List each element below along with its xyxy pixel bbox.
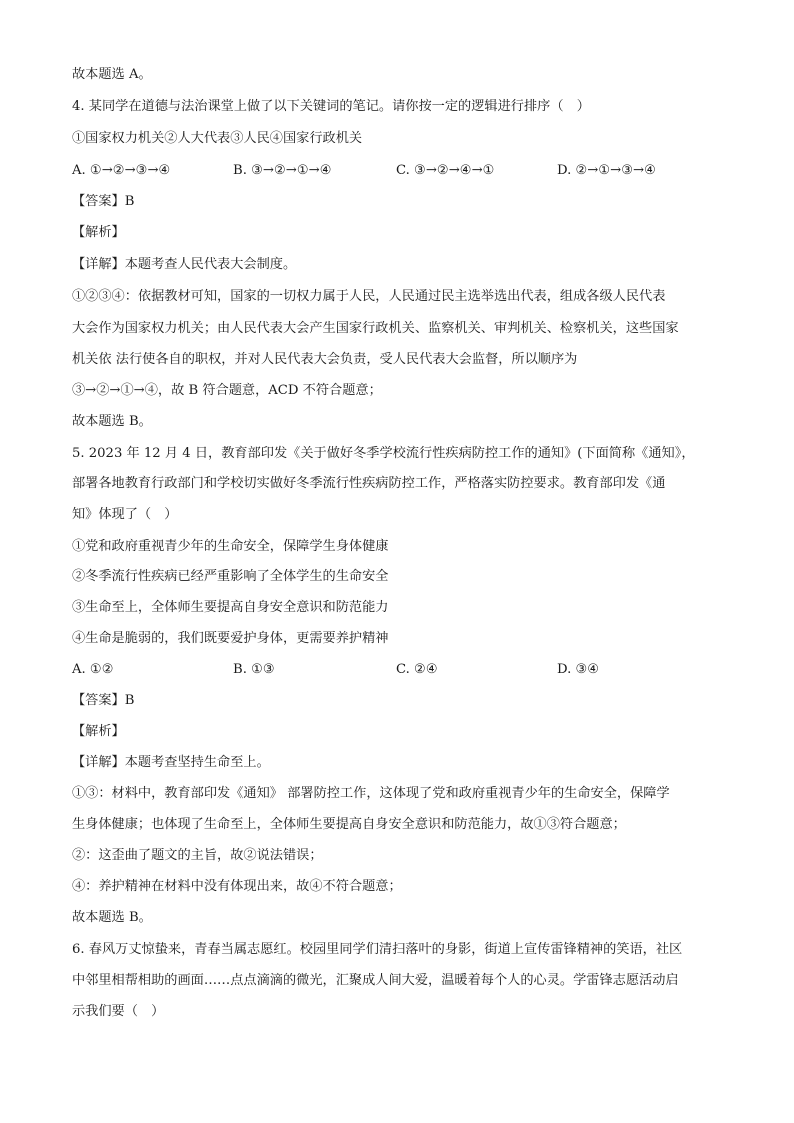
q4-option-b: B. ③→②→①→④ [233,163,332,178]
q4-explain-4: ③→②→①→④，故 B 符合题意，ACD 不符合题意； [72,383,382,398]
q5-statement-4: ④生命是脆弱的，我们既要爱护身体，更需要养护精神 [72,631,389,646]
q4-explain-3: 机关依 法行使各自的职权，并对人民代表大会负责，受人民代表大会监督，所以顺序为 [72,352,578,367]
q5-answer: 【答案】B [72,693,135,708]
q5-option-b: B. ①③ [233,662,275,677]
q4-explain-1: ①②③④：依据教材可知，国家的一切权力属于人民，人民通过民主选举选出代表，组成各级人民代表 [72,289,666,304]
q5-explain-4: ④：养护精神在材料中没有体现出来，故④不符合题意； [72,879,402,894]
q5-analysis-label: 【解析】 [72,724,125,739]
q4-option-a: A. ①→②→③→④ [72,163,171,178]
q5-explain-2: 生身体健康；也体现了生命至上，全体师生要提高自身安全意识和防范能力，故①③符合题意； [72,817,626,832]
q5-statement-3: ③生命至上，全体师生要提高自身安全意识和防范能力 [72,600,389,615]
q4-option-d: D. ②→①→③→④ [557,163,656,178]
q6-stem-3: 示我们要（ ） [72,1004,165,1019]
q4-conclusion: 故本题选 B。 [72,414,152,429]
q5-option-d: D. ③④ [557,662,600,677]
q4-detail: 【详解】本题考查人民代表大会制度。 [72,257,297,272]
q5-stem-1: 5. 2023 年 12 月 4 日，教育部印发《关于做好冬季学校流行性疾病防控工作的通知》(下面简称《通知》， [72,446,695,461]
prev-conclusion: 故本题选 A。 [72,67,152,82]
q5-detail: 【详解】本题考查坚持生命至上。 [72,755,270,770]
q6-stem-2: 中邻里相帮相助的画面……点点滴滴的微光，汇聚成人间大爱，温暖着每个人的心灵。学雷锋志愿活动启 [72,973,679,988]
q4-analysis-label: 【解析】 [72,225,125,240]
q5-explain-3: ②：这歪曲了题文的主旨，故②说法错误； [72,848,323,863]
q4-answer: 【答案】B [72,194,135,209]
q5-stem-2: 部署各地教育行政部门和学校切实做好冬季流行性疾病防控工作，严格落实防控要求。教育部印发《通 [72,476,666,491]
q5-conclusion: 故本题选 B。 [72,910,152,925]
q5-statement-2: ②冬季流行性疾病已经严重影响了全体学生的生命安全 [72,569,389,584]
q5-stem-3: 知》体现了（ ） [72,507,178,522]
q4-option-c: C. ③→②→④→① [396,163,495,178]
q6-stem-1: 6. 春风万丈惊蛰来，青春当属志愿红。校园里同学们清扫落叶的身影，街道上宣传雷锋精神的笑语，社区 [72,942,683,957]
q4-stem: 4. 某同学在道德与法治课堂上做了以下关键词的笔记。请你按一定的逻辑进行排序（ ） [72,99,590,114]
q5-option-c: C. ②④ [396,662,438,677]
q4-items: ①国家权力机关②人大代表③人民④国家行政机关 [72,131,363,146]
q5-statement-1: ①党和政府重视青少年的生命安全，保障学生身体健康 [72,539,389,554]
q5-option-a: A. ①② [72,662,114,677]
q5-explain-1: ①③：材料中，教育部印发《通知》 部署防控工作，这体现了党和政府重视青少年的生命安全，保障学 [72,786,670,801]
q4-explain-2: 大会作为国家权力机关；由人民代表大会产生国家行政机关、监察机关、审判机关、检察机关，这些国家 [72,321,679,336]
